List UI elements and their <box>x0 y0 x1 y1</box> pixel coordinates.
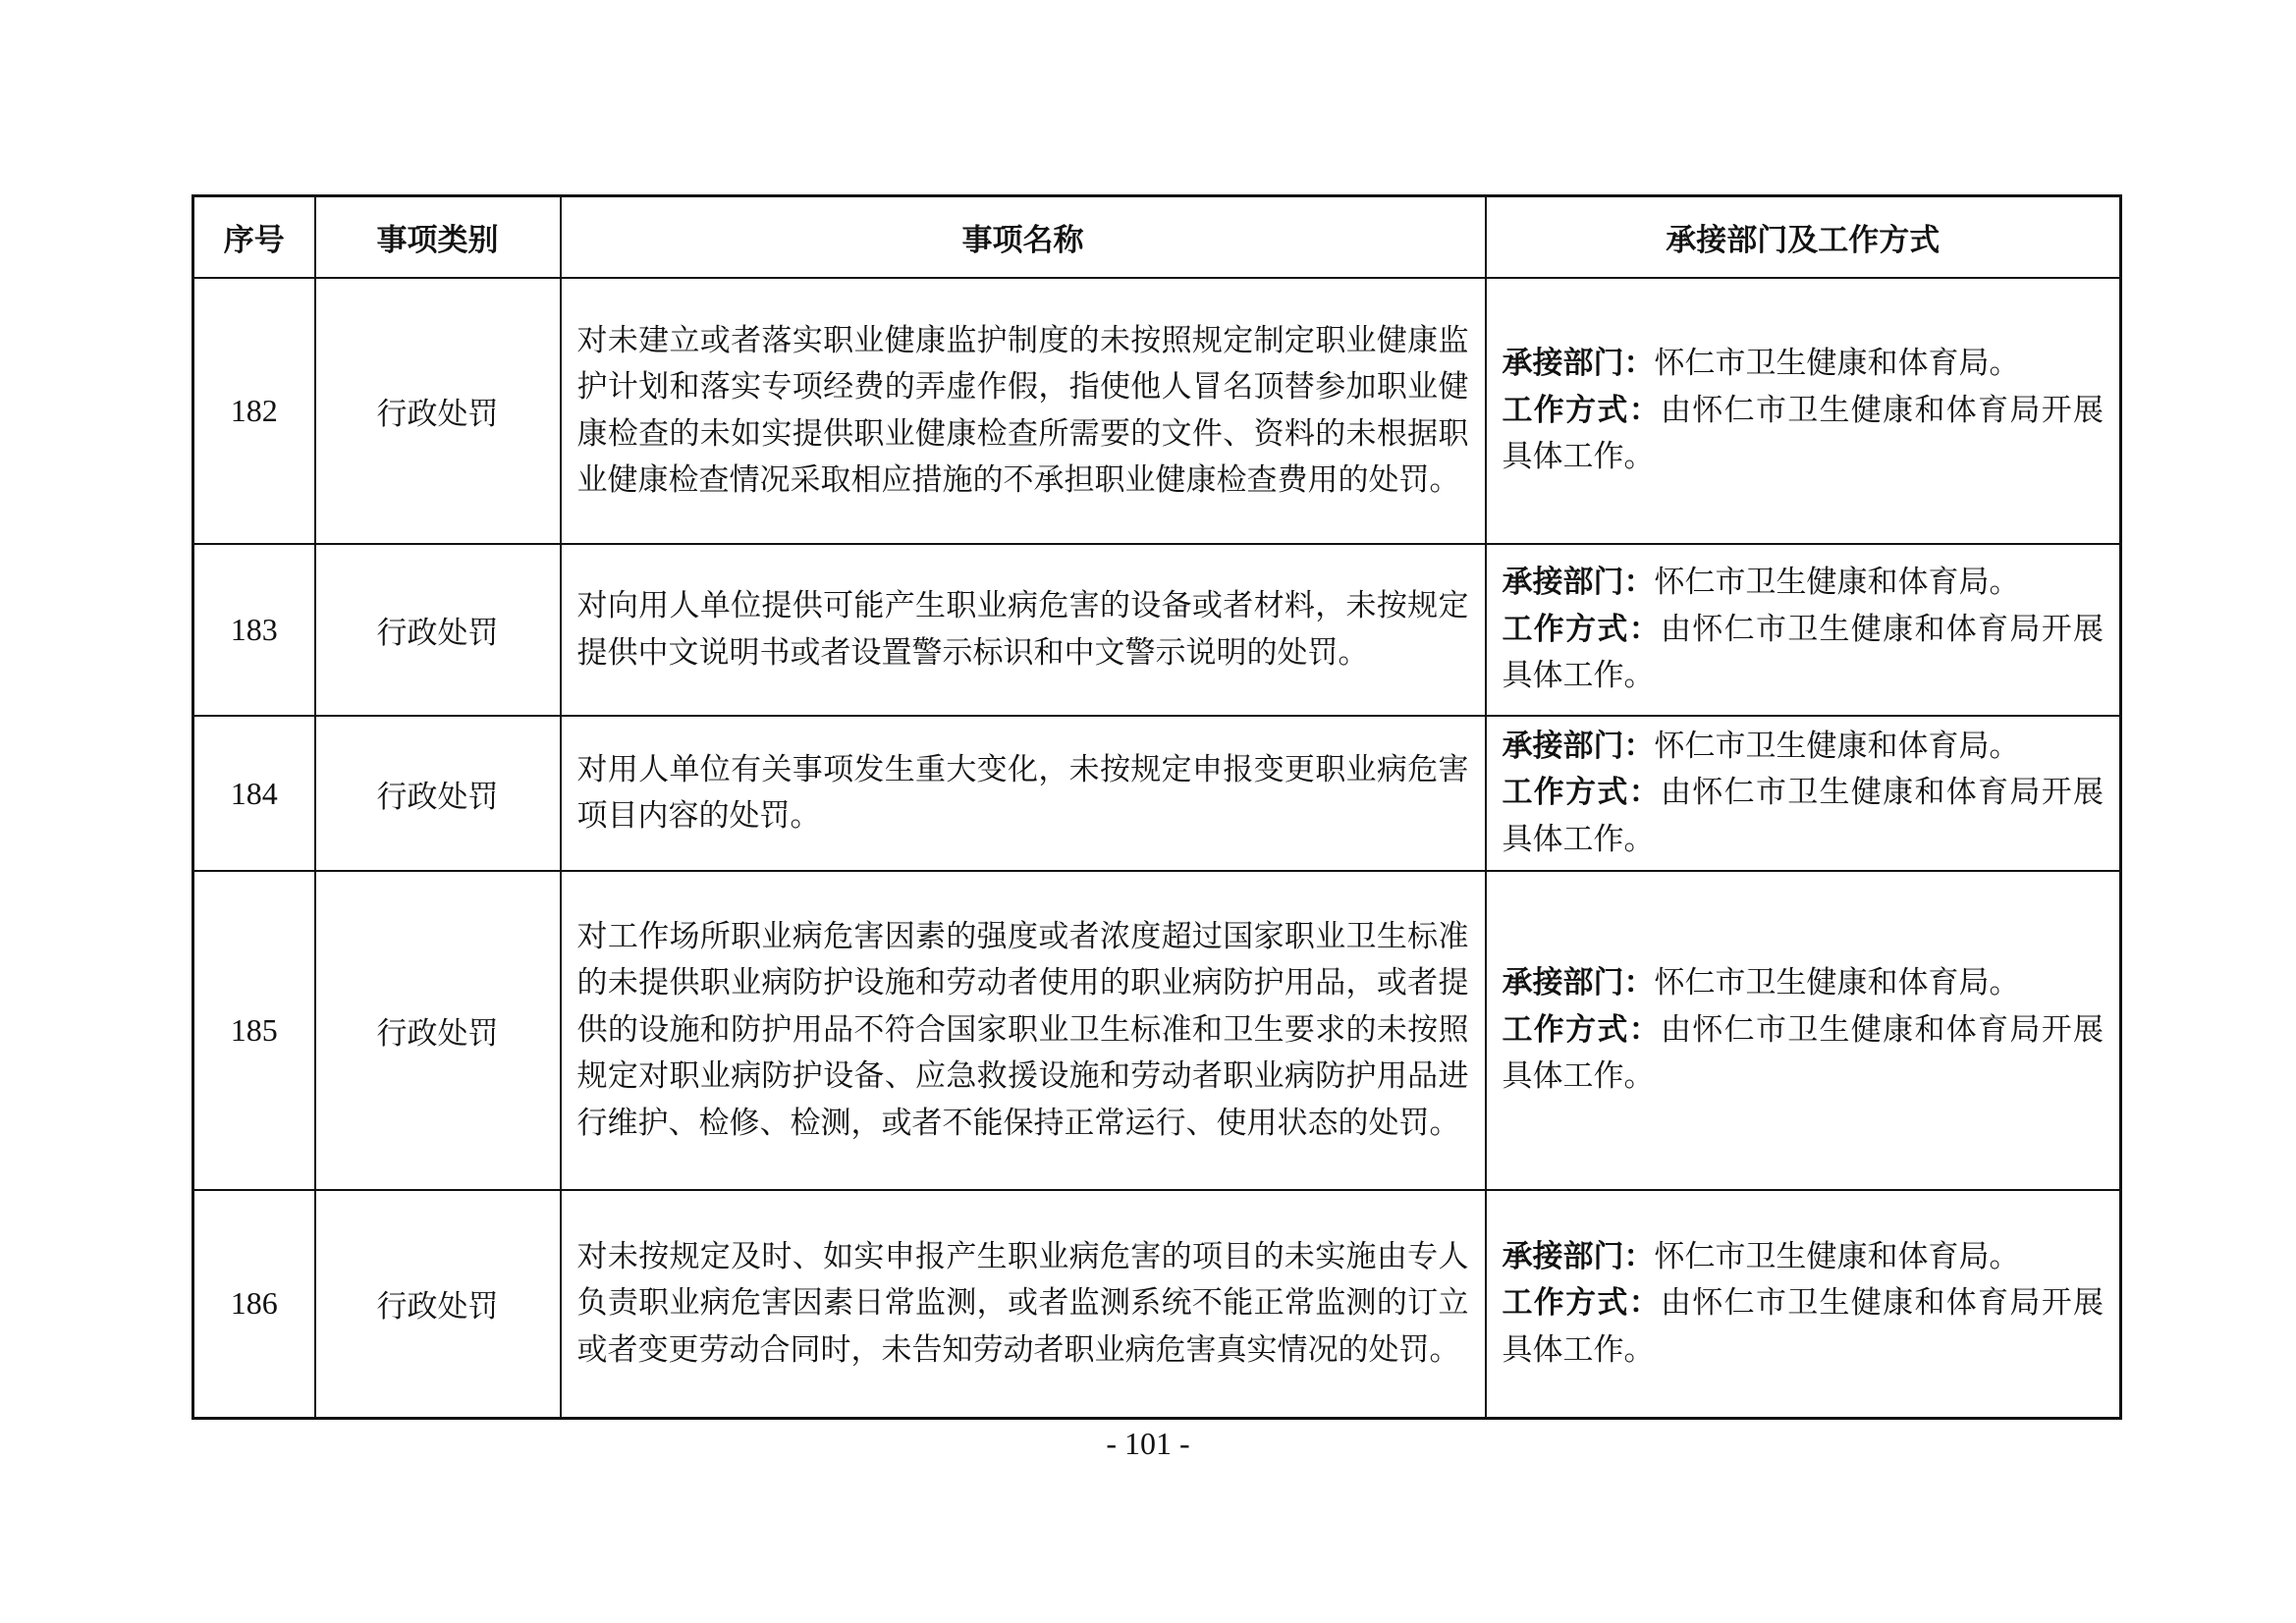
row-seq: 185 <box>193 871 315 1190</box>
dept-value: 怀仁市卫生健康和体育局。 <box>1654 1238 2020 1274</box>
method-value: 由怀仁市卫生健康和体育局开展具体工作。 <box>1502 775 2105 857</box>
dept-value: 怀仁市卫生健康和体育局。 <box>1654 965 2020 1001</box>
method-value: 由怀仁市卫生健康和体育局开展具体工作。 <box>1502 1011 2105 1095</box>
dept-label: 承接部门： <box>1502 728 1655 764</box>
row-category: 行政处罚 <box>315 278 561 544</box>
header-category: 事项类别 <box>315 196 561 279</box>
row-dept-cell <box>1486 278 2121 544</box>
dept-label: 承接部门： <box>1502 346 1655 382</box>
row-category: 行政处罚 <box>315 716 561 871</box>
row-item-name: 对未按规定及时、如实申报产生职业病危害的项目的未实施由专人负责职业病危害因素日常监测，或者监测系统不能正常监测的订立或者变更劳动合同时，未告知劳动者职业病危害真实情况的处罚。 <box>561 1190 1486 1418</box>
method-label: 工作方式： <box>1502 775 1662 811</box>
row-seq: 183 <box>193 544 315 716</box>
row-category: 行政处罚 <box>315 544 561 716</box>
row-item-name: 对向用人单位提供可能产生职业病危害的设备或者材料，未按规定提供中文说明书或者设置警示标识和中文警示说明的处罚。 <box>561 544 1486 716</box>
table-row <box>193 544 2121 716</box>
table-row <box>193 871 2121 1190</box>
row-dept-cell <box>1486 716 2121 871</box>
row-dept-cell <box>1486 871 2121 1190</box>
method-value: 由怀仁市卫生健康和体育局开展具体工作。 <box>1502 1285 2105 1368</box>
row-seq: 186 <box>193 1190 315 1418</box>
method-label: 工作方式： <box>1502 1011 1662 1048</box>
row-seq: 184 <box>193 716 315 871</box>
row-item-name: 对工作场所职业病危害因素的强度或者浓度超过国家职业卫生标准的未提供职业病防护设施和劳动者使用的职业病防护用品，或者提供的设施和防护用品不符合国家职业卫生标准和卫生要求的未按照规定对职业病防护设备、应急救援设施和劳动者职业病防护用品进行维护、检修、检测，或者不能保持正常运行、使用状态的处罚。 <box>561 871 1486 1190</box>
table-row <box>193 278 2121 544</box>
method-label: 工作方式： <box>1502 392 1662 428</box>
row-dept-cell <box>1486 1190 2121 1418</box>
header-dept: 承接部门及工作方式 <box>1486 196 2121 279</box>
row-item-name: 对用人单位有关事项发生重大变化，未按规定申报变更职业病危害项目内容的处罚。 <box>561 716 1486 871</box>
dept-value: 怀仁市卫生健康和体育局。 <box>1654 728 2020 764</box>
table-row <box>193 716 2121 871</box>
dept-label: 承接部门： <box>1502 965 1655 1001</box>
method-label: 工作方式： <box>1502 1285 1662 1321</box>
method-value: 由怀仁市卫生健康和体育局开展具体工作。 <box>1502 611 2105 694</box>
dept-label: 承接部门： <box>1502 565 1655 601</box>
items-table <box>191 194 2122 1420</box>
row-category: 行政处罚 <box>315 1190 561 1418</box>
dept-value: 怀仁市卫生健康和体育局。 <box>1654 565 2020 601</box>
row-seq: 182 <box>193 278 315 544</box>
row-item-name: 对未建立或者落实职业健康监护制度的未按照规定制定职业健康监护计划和落实专项经费的弄虚作假，指使他人冒名顶替参加职业健康检查的未如实提供职业健康检查所需要的文件、资料的未根据职业健康检查情况采取相应措施的不承担职业健康检查费用的处罚。 <box>561 278 1486 544</box>
row-dept-cell <box>1486 544 2121 716</box>
method-label: 工作方式： <box>1502 611 1662 647</box>
items-table-container <box>191 194 2119 1420</box>
table-header-row <box>193 196 2121 279</box>
dept-label: 承接部门： <box>1502 1238 1655 1274</box>
header-seq: 序号 <box>193 196 315 279</box>
row-category: 行政处罚 <box>315 871 561 1190</box>
method-value: 由怀仁市卫生健康和体育局开展具体工作。 <box>1502 392 2105 475</box>
page-number: - 101 - <box>1106 1426 1190 1461</box>
table-row <box>193 1190 2121 1418</box>
dept-value: 怀仁市卫生健康和体育局。 <box>1654 346 2020 382</box>
header-name: 事项名称 <box>561 196 1486 279</box>
